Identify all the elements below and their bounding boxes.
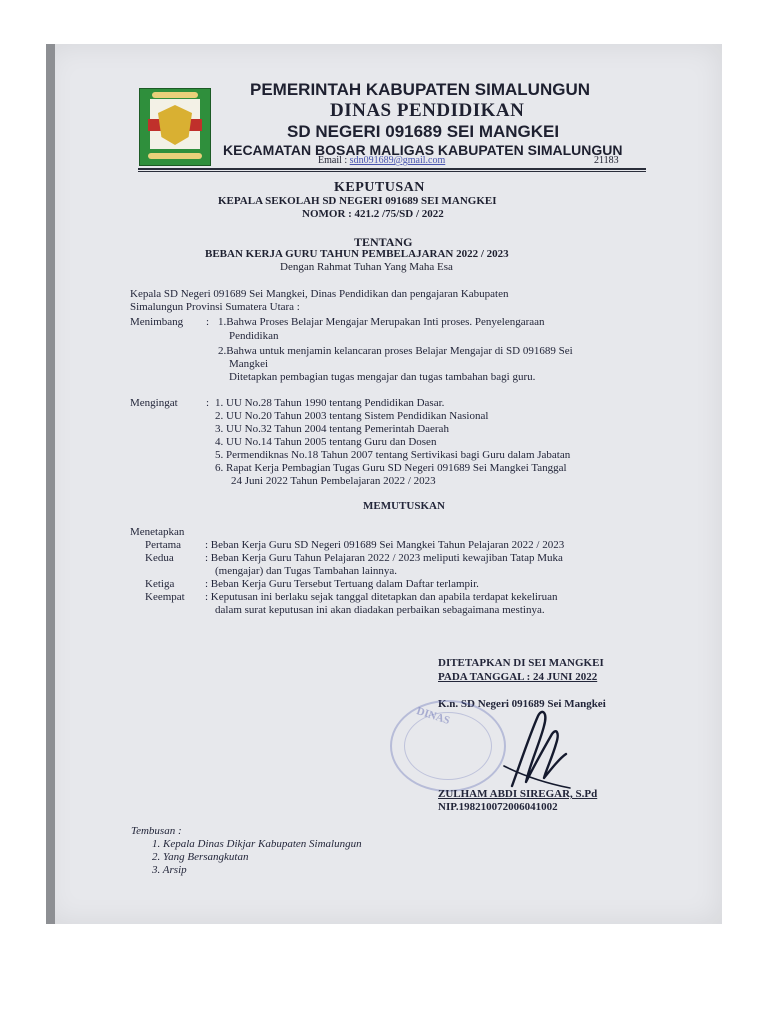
mengingat-colon: : (206, 397, 210, 409)
letterhead-email (318, 155, 445, 166)
letterhead-divider (138, 168, 646, 170)
decree-subject: BEBAN KERJA GURU TAHUN PEMBELAJARAN 2022 / 2023 (205, 248, 509, 260)
mengingat-item: 6. Rapat Kerja Pembagian Tugas Guru SD Negeri 091689 Sei Mangkei Tanggal (215, 462, 567, 474)
ketiga-text: : Beban Kerja Guru Tersebut Tertuang dalam Daftar terlampir. (205, 578, 479, 590)
pertama-label: Pertama (145, 539, 182, 551)
memutuskan-heading: MEMUTUSKAN (363, 500, 445, 512)
menimbang-label: Menimbang (130, 316, 184, 328)
tembusan-item: 3. Arsip (152, 864, 187, 876)
decree-blessing: Dengan Rahmat Tuhan Yang Maha Esa (280, 261, 453, 273)
mengingat-item: 3. UU No.32 Tahun 2004 tentang Pemerintah Daerah (215, 423, 449, 435)
email-label: Email : (318, 155, 348, 166)
menimbang-colon: : (206, 316, 210, 328)
tembusan-label: Tembusan : (131, 825, 182, 837)
keempat-text: dalam surat keputusan ini akan diadakan perbaikan sebagaimana mestinya. (215, 604, 545, 616)
mengingat-item: 2. UU No.20 Tahun 2003 tentang Sistem Pendidikan Nasional (215, 410, 489, 422)
decree-number: NOMOR : 421.2 /75/SD / 2022 (302, 208, 444, 220)
ditetapkan-place: DITETAPKAN DI SEI MANGKEI (438, 657, 604, 669)
menimbang-item: Mangkei (229, 358, 269, 370)
decree-issuer: KEPALA SEKOLAH SD NEGERI 091689 SEI MANGKEI (218, 195, 497, 207)
menimbang-item: 1.Bahwa Proses Belajar Mengajar Merupakan Inti proses. Penyelengaraan (218, 316, 545, 328)
menetapkan-label: Menetapkan (130, 526, 185, 538)
pertama-text: : Beban Kerja Guru SD Negeri 091689 Sei Mangkei Tahun Pelajaran 2022 / 2023 (205, 539, 565, 551)
simalungun-regency-emblem-icon (139, 88, 211, 166)
mengingat-item: 4. UU No.14 Tahun 2005 tentang Guru dan Dosen (215, 436, 437, 448)
kedua-label: Kedua (145, 552, 174, 564)
postal-code: 21183 (594, 155, 619, 166)
mengingat-item: 24 Juni 2022 Tahun Pembelajaran 2022 / 2023 (231, 475, 436, 487)
email-link[interactable]: sdn091689@gmail.com (349, 155, 446, 166)
kedua-text: : Beban Kerja Guru Tahun Pelajaran 2022 / 2023 meliputi kewajiban Tatap Muka (205, 552, 563, 564)
keempat-text: : Keputusan ini berlaku sejak tanggal ditetapkan dan apabila terdapat kekeliruan (205, 591, 558, 603)
letterhead-address: KECAMATAN BOSAR MALIGAS KABUPATEN SIMALUNGUN (223, 142, 623, 158)
signatory-nip: NIP.198210072006041002 (438, 801, 558, 813)
letterhead-agency: DINAS PENDIDIKAN (330, 100, 525, 121)
menimbang-item: Pendidikan (229, 330, 279, 342)
tembusan-item: 2. Yang Bersangkutan (152, 851, 249, 863)
menimbang-item: 2.Bahwa untuk menjamin kelancaran proses Belajar Mengajar di SD 091689 Sei (218, 345, 573, 357)
signatory-position: K.n. SD Negeri 091689 Sei Mangkei (438, 698, 606, 710)
decree-title: KEPUTUSAN (334, 180, 425, 195)
ditetapkan-date: PADA TANGGAL : 24 JUNI 2022 (438, 671, 598, 683)
kedua-text: (mengajar) dan Tugas Tambahan lainnya. (215, 565, 398, 577)
letterhead-school: SD NEGERI 091689 SEI MANGKEI (287, 122, 560, 141)
mengingat-item: 5. Permendiknas No.18 Tahun 2007 tentang Sertivikasi bagi Guru dalam Jabatan (215, 449, 571, 461)
official-stamp-icon: DINAS (390, 700, 506, 792)
signatory-name: ZULHAM ABDI SIREGAR, S.Pd (438, 788, 598, 800)
letterhead-government: PEMERINTAH KABUPATEN SIMALUNGUN (250, 80, 590, 99)
menimbang-item: Ditetapkan pembagian tugas mengajar dan tugas tambahan bagi guru. (229, 371, 536, 383)
intro-line: Simalungun Provinsi Sumatera Utara : (130, 301, 300, 313)
tembusan-item: 1. Kepala Dinas Dikjar Kabupaten Simalungun (152, 838, 362, 850)
handwritten-signature-icon (500, 704, 580, 794)
page-edge-shadow (46, 44, 55, 924)
letterhead-divider-thin (138, 171, 646, 172)
ketiga-label: Ketiga (145, 578, 175, 590)
intro-line: Kepala SD Negeri 091689 Sei Mangkei, Dinas Pendidikan dan pengajaran Kabupaten (130, 288, 509, 300)
decree-about-heading: TENTANG (354, 235, 413, 249)
mengingat-label: Mengingat (130, 397, 178, 409)
keempat-label: Keempat (145, 591, 185, 603)
mengingat-item: 1. UU No.28 Tahun 1990 tentang Pendidikan Dasar. (215, 397, 445, 409)
